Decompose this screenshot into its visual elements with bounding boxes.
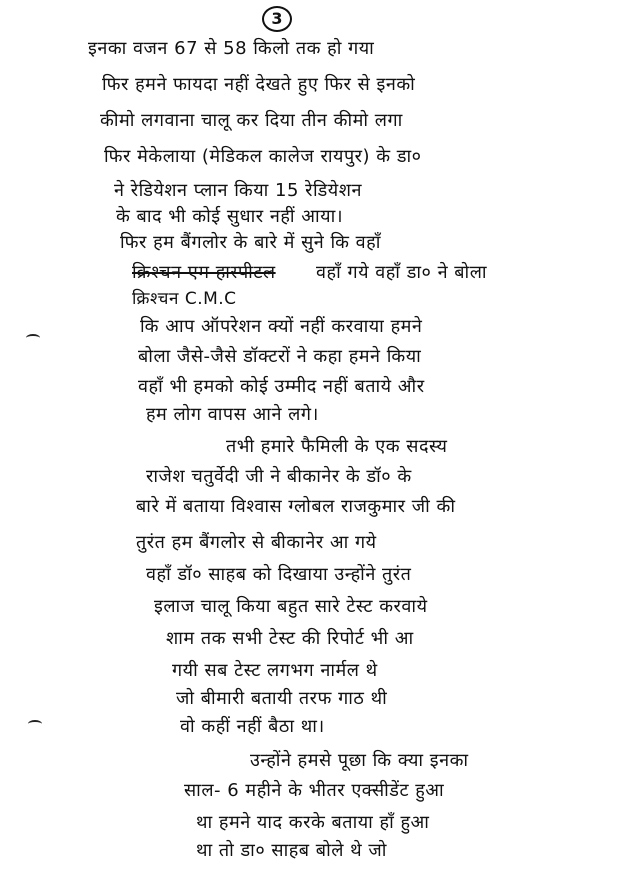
text-line-11: वहाँ भी हमको कोई उम्मीद नहीं बताये और [138, 376, 425, 397]
text-line-14: राजेश चतुर्वेदी जी ने बीकानेर के डॉ० के [146, 466, 412, 487]
text-line-15: बारे में बताया विश्वास ग्लोबल राजकुमार जी की [136, 496, 456, 517]
margin-tick-mark [26, 334, 40, 342]
text-line-9: कि आप ऑपरेशन क्यों नहीं करवाया हमने [140, 316, 423, 337]
struck-hospital-name: क्रिश्चन एम हास्पीटल [132, 262, 276, 283]
text-line-1: इनका वजन 67 से 58 किलो तक हो गया [88, 38, 375, 59]
text-line-16: तुरंत हम बैंगलोर से बीकानेर आ गये [136, 532, 377, 553]
text-line-10: बोला जैसे-जैसे डॉक्टरों ने कहा हमने किया [138, 346, 422, 367]
page-number-circle [262, 6, 292, 32]
text-line-2: फिर हमने फायदा नहीं देखते हुए फिर से इनको [102, 74, 416, 95]
margin-note: क्रिश्चन C.M.C [132, 289, 237, 309]
text-line-8: वहाँ गये वहाँ डा० ने बोला [316, 262, 488, 283]
text-line-22: वो कहीं नहीं बैठा था। [180, 716, 325, 737]
text-line-7: फिर हम बैंगलोर के बारे में सुने कि वहाँ [120, 232, 381, 253]
margin-tick-mark [28, 720, 42, 728]
text-line-12: हम लोग वापस आने लगे। [146, 404, 319, 425]
text-line-17: वहाँ डॉ० साहब को दिखाया उन्होंने तुरंत [146, 564, 412, 585]
text-line-6: के बाद भी कोई सुधार नहीं आया। [116, 206, 344, 227]
text-line-25: था हमने याद करके बताया हाँ हुआ [196, 812, 430, 833]
page-number: 3 [271, 9, 283, 28]
text-line-26: था तो डा० साहब बोले थे जो [196, 840, 387, 861]
text-line-13: तभी हमारे फैमिली के एक सदस्य [226, 436, 448, 457]
text-line-4: फिर मेकेलाया (मेडिकल कालेज रायपुर) के डा० [104, 146, 422, 167]
text-line-3: कीमो लगवाना चालू कर दिया तीन कीमो लगा [100, 110, 403, 131]
text-line-20: गयी सब टेस्ट लगभग नार्मल थे [172, 660, 378, 681]
text-line-19: शाम तक सभी टेस्ट की रिपोर्ट भी आ [166, 628, 414, 649]
text-line-5: ने रेडियेशन प्लान किया 15 रेडियेशन [114, 180, 362, 201]
text-line-18: इलाज चालू किया बहुत सारे टेस्ट करवाये [154, 596, 428, 617]
text-line-23: उन्होंने हमसे पूछा कि क्या इनका [250, 750, 469, 771]
text-line-24: साल- 6 महीने के भीतर एक्सीडेंट हुआ [184, 780, 445, 801]
text-line-21: जो बीमारी बतायी तरफ गाठ थी [176, 688, 388, 709]
